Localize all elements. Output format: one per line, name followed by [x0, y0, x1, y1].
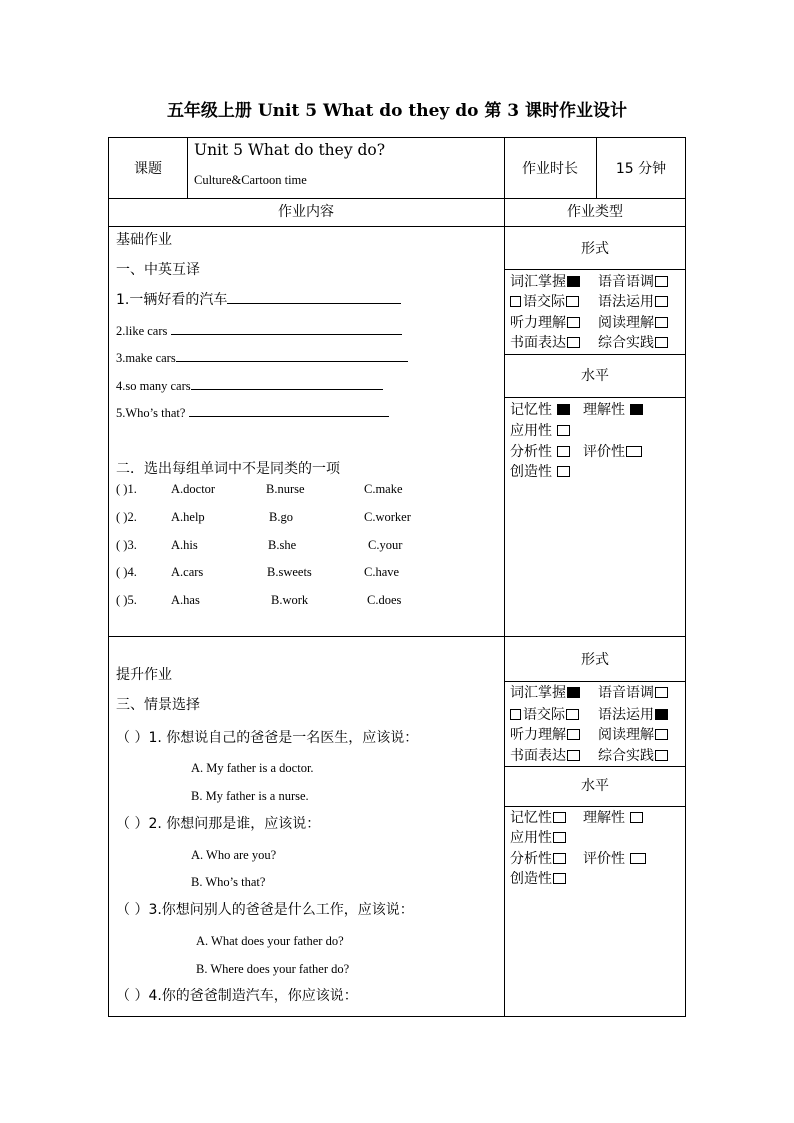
type-header: 作业类型 [567, 204, 623, 220]
choice-num[interactable]: ( )1. [116, 482, 137, 496]
choice-b: B.work [271, 593, 309, 607]
checkbox[interactable] [566, 709, 579, 720]
scenario-option[interactable]: A. My father is a doctor. [191, 761, 314, 775]
choice-b: B.sweets [267, 565, 312, 579]
checkbox[interactable] [655, 729, 668, 740]
form-practice: 综合实践 [598, 747, 668, 765]
choice-a: A.his [171, 538, 198, 552]
basic-heading: 基础作业 [116, 232, 172, 248]
checkbox[interactable] [553, 853, 566, 864]
scenario-question-2: （ ）2. 你想问那是谁，应该说： [116, 816, 321, 832]
checkbox-checked[interactable] [557, 404, 570, 415]
form-practice: 综合实践 [598, 334, 668, 352]
form-writing: 书面表达 [510, 334, 580, 352]
checkbox[interactable] [557, 425, 570, 436]
form-listening: 听力理解 [510, 314, 580, 332]
checkbox[interactable] [557, 466, 570, 477]
checkbox[interactable] [567, 750, 580, 761]
checkbox[interactable] [655, 750, 668, 761]
choice-num[interactable]: ( )3. [116, 538, 137, 552]
section-1-title: 一、中英互译 [116, 262, 200, 278]
page-title: 五年级上册 Unit 5 What do they do 第 3 课时作业设计 [166, 101, 628, 121]
form-vocab: 词汇掌握 [510, 684, 580, 702]
choice-num[interactable]: ( )2. [116, 510, 137, 524]
checkbox[interactable] [567, 729, 580, 740]
topic-subtitle: Culture&Cartoon time [194, 173, 307, 187]
scenario-question-4: （ ）4.你的爸爸制造汽车，你应该说： [116, 988, 358, 1004]
translate-item-4: 4.so many cars [116, 377, 383, 395]
answer-blank[interactable] [176, 349, 408, 362]
translate-item-2: 2.like cars [116, 322, 402, 340]
form-communication: 语交际 [510, 706, 579, 724]
choice-a: A.doctor [171, 482, 216, 496]
checkbox[interactable] [626, 446, 642, 457]
answer-blank[interactable] [227, 291, 401, 304]
checkbox[interactable] [655, 317, 668, 328]
form-writing: 书面表达 [510, 747, 580, 765]
checkbox[interactable] [655, 296, 668, 307]
answer-blank[interactable] [191, 377, 383, 390]
topic-title: Unit 5 What do they do? [194, 141, 386, 159]
level-application: 应用性 [510, 422, 570, 440]
duration-label: 作业时长 [522, 161, 578, 177]
checkbox[interactable] [557, 446, 570, 457]
level-memory: 记忆性 [510, 401, 570, 419]
form-grammar: 语法运用 [598, 706, 668, 724]
choice-b: B.she [268, 538, 297, 552]
scenario-option[interactable]: B. My father is a nurse. [191, 789, 309, 803]
checkbox-checked[interactable] [630, 404, 643, 415]
level-creativity: 创造性 [510, 870, 566, 888]
topic-label: 课题 [134, 161, 162, 177]
level-evaluation: 评价性 [583, 443, 642, 461]
checkbox[interactable] [630, 853, 646, 864]
section-2-title: 二．选出每组单词中不是同类的一项 [116, 461, 340, 477]
scenario-question-3: （ ）3.你想问别人的爸爸是什么工作，应该说： [116, 902, 414, 918]
choice-b: B.go [269, 510, 293, 524]
form-label: 形式 [581, 652, 609, 668]
level-analysis: 分析性 [510, 443, 570, 461]
translate-item-3: 3.make cars [116, 349, 408, 367]
answer-blank[interactable] [189, 404, 389, 417]
choice-c: C.does [367, 593, 402, 607]
checkbox[interactable] [553, 832, 566, 843]
choice-c: C.make [364, 482, 403, 496]
choice-num[interactable]: ( )4. [116, 565, 137, 579]
scenario-option[interactable]: B. Where does your father do? [196, 962, 350, 976]
checkbox[interactable] [510, 296, 521, 307]
checkbox[interactable] [655, 687, 668, 698]
form-grammar: 语法运用 [598, 293, 668, 311]
scenario-option[interactable]: A. What does your father do? [196, 934, 344, 948]
translate-item-1: 1.一辆好看的汽车 [116, 291, 401, 309]
form-phonetics: 语音语调 [598, 273, 668, 291]
choice-a: A.has [171, 593, 200, 607]
form-vocab: 词汇掌握 [510, 273, 580, 291]
level-understanding: 理解性 [583, 401, 643, 419]
level-label: 水平 [581, 778, 609, 794]
checkbox-checked[interactable] [567, 276, 580, 287]
checkbox[interactable] [630, 812, 643, 823]
choice-c: C.worker [364, 510, 411, 524]
form-reading: 阅读理解 [598, 314, 668, 332]
answer-blank[interactable] [171, 322, 402, 335]
level-evaluation: 评价性 [583, 850, 646, 868]
level-label: 水平 [581, 368, 609, 384]
checkbox[interactable] [567, 337, 580, 348]
choice-c: C.your [368, 538, 403, 552]
checkbox[interactable] [553, 812, 566, 823]
choice-a: A.cars [171, 565, 204, 579]
checkbox[interactable] [553, 873, 566, 884]
level-analysis: 分析性 [510, 850, 566, 868]
choice-c: C.have [364, 565, 400, 579]
advanced-heading: 提升作业 [116, 667, 172, 683]
checkbox[interactable] [566, 296, 579, 307]
choice-b: B.nurse [266, 482, 305, 496]
level-application: 应用性 [510, 829, 566, 847]
scenario-option[interactable]: B. Who’s that? [191, 875, 266, 889]
checkbox-checked[interactable] [567, 687, 580, 698]
scenario-question-1: （ ）1. 你想说自己的爸爸是一名医生，应该说： [116, 730, 419, 746]
section-3-title: 三、情景选择 [116, 697, 200, 713]
scenario-option[interactable]: A. Who are you? [191, 848, 277, 862]
checkbox[interactable] [655, 337, 668, 348]
checkbox-checked[interactable] [655, 709, 668, 720]
form-listening: 听力理解 [510, 726, 580, 744]
level-understanding: 理解性 [583, 809, 643, 827]
form-communication: 语交际 [510, 293, 579, 311]
form-label: 形式 [581, 241, 609, 257]
translate-item-5: 5.Who’s that? [116, 404, 389, 422]
checkbox[interactable] [567, 317, 580, 328]
form-reading: 阅读理解 [598, 726, 668, 744]
form-phonetics: 语音语调 [598, 684, 668, 702]
level-creativity: 创造性 [510, 463, 570, 481]
checkbox[interactable] [510, 709, 521, 720]
level-memory: 记忆性 [510, 809, 566, 827]
content-header: 作业内容 [278, 204, 334, 220]
duration-value: 15 分钟 [615, 161, 667, 177]
checkbox[interactable] [655, 276, 668, 287]
choice-num[interactable]: ( )5. [116, 593, 137, 607]
choice-a: A.help [171, 510, 205, 524]
